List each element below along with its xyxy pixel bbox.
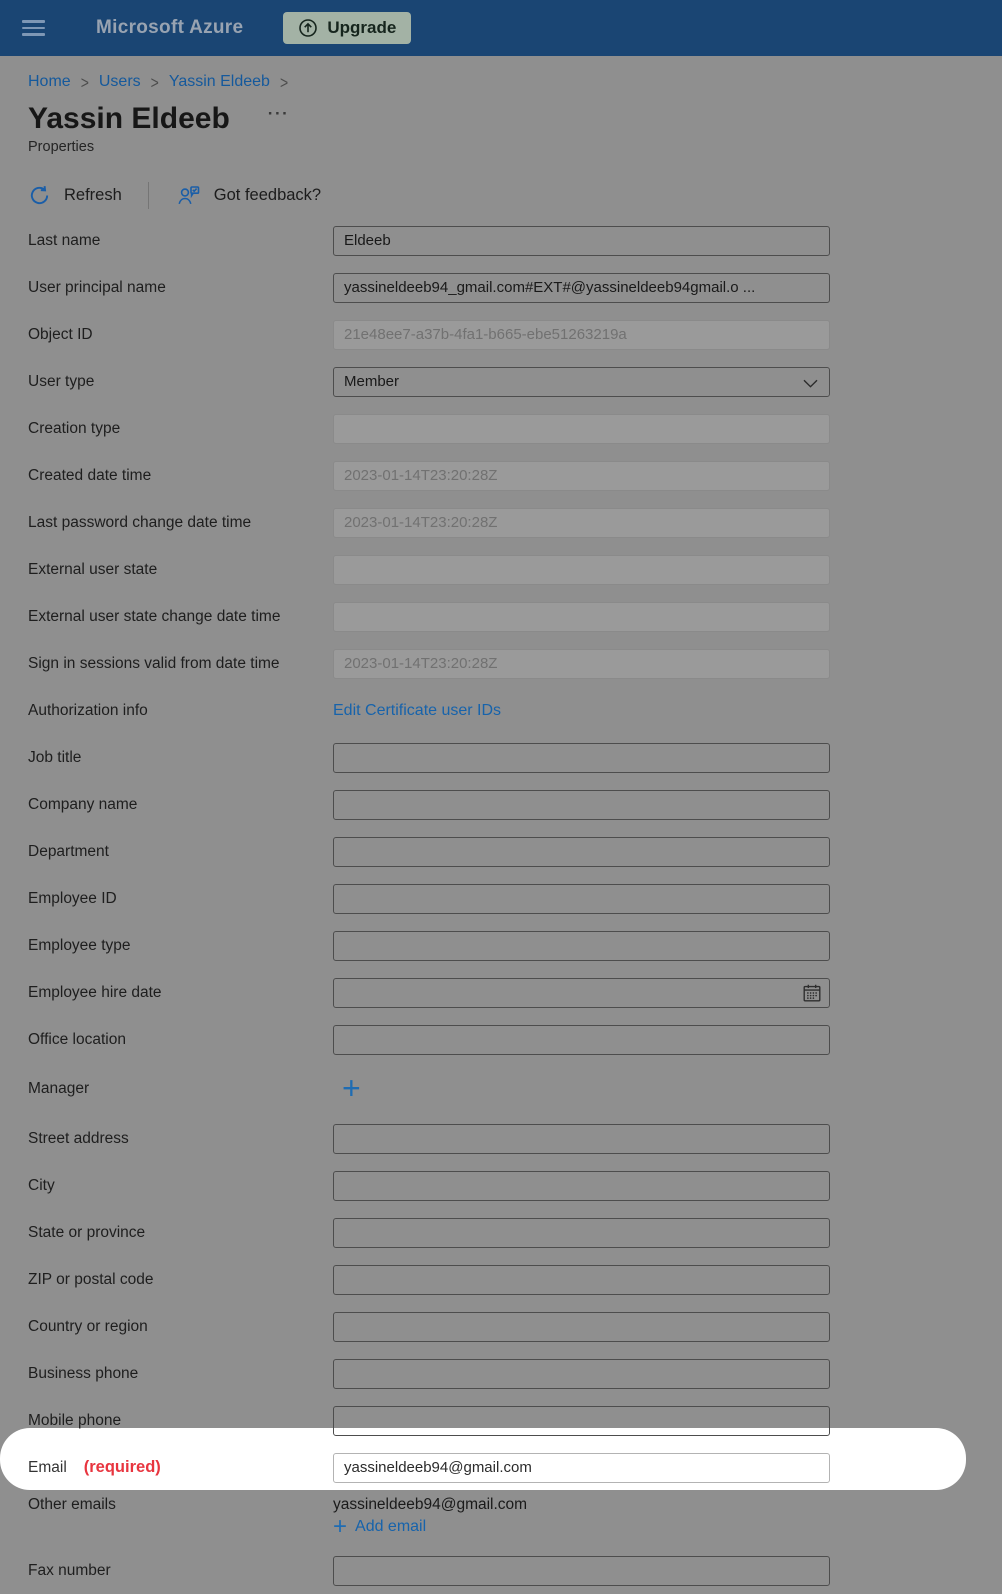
field-area-street-address	[333, 1124, 830, 1154]
field-label-text: Authorization info	[28, 701, 148, 719]
field-area-office-location	[333, 1025, 830, 1055]
field-label-department	[28, 843, 333, 861]
field-label-text: Object ID	[28, 325, 93, 343]
field-label-text: Manager	[28, 1080, 90, 1097]
field-label-external-user-state	[28, 561, 333, 579]
created-date-time-input	[333, 461, 830, 491]
add-manager-plus-icon[interactable]: +	[342, 1069, 361, 1106]
form-row-manager	[28, 1063, 1002, 1115]
field-label-street-address	[28, 1130, 333, 1148]
company-name-input[interactable]	[333, 790, 830, 820]
field-label-created-date-time	[28, 467, 333, 485]
azure-top-bar	[0, 0, 1002, 56]
refresh-button[interactable]	[28, 184, 122, 207]
hamburger-menu-icon[interactable]	[22, 16, 45, 40]
field-label-text: Office location	[28, 1030, 126, 1048]
form-row-employee-id	[28, 875, 1002, 922]
creation-type-input	[333, 414, 830, 444]
field-label-mobile-phone	[28, 1412, 333, 1430]
plus-icon: +	[333, 1513, 348, 1540]
calendar-icon[interactable]	[801, 982, 823, 1004]
field-label-text: ZIP or postal code	[28, 1270, 154, 1288]
field-label-business-phone	[28, 1365, 333, 1383]
field-label-text: User principal name	[28, 278, 166, 296]
field-area-state-or-province	[333, 1218, 830, 1248]
add-email-button[interactable]	[333, 1513, 830, 1540]
employee-id-input[interactable]	[333, 884, 830, 914]
chevron-right-icon: >	[80, 72, 89, 92]
field-area-object-id	[333, 320, 830, 350]
got-feedback-button[interactable]	[176, 184, 321, 207]
authorization-info-link[interactable]: Edit Certificate user IDs	[333, 701, 502, 719]
field-label-office-location	[28, 1031, 333, 1049]
field-label-text: Job title	[28, 748, 82, 766]
field-label-other-emails	[28, 1493, 333, 1514]
street-address-input[interactable]	[333, 1124, 830, 1154]
chevron-right-icon: >	[150, 72, 159, 92]
refresh-label: Refresh	[64, 185, 122, 204]
field-label-external-user-state-change-date-time	[28, 608, 333, 626]
field-label-user-type	[28, 373, 333, 391]
user-principal-name-input[interactable]	[333, 273, 830, 303]
field-label-text: Department	[28, 842, 109, 860]
job-title-input[interactable]	[333, 743, 830, 773]
form-row-fax-number	[28, 1547, 1002, 1594]
sign-in-sessions-valid-from-date-time-input	[333, 649, 830, 679]
field-area-last-name	[333, 226, 830, 256]
breadcrumb-users[interactable]: Users	[98, 73, 141, 90]
field-label-creation-type	[28, 420, 333, 438]
field-area-created-date-time	[333, 461, 830, 491]
form-row-email	[28, 1444, 1002, 1491]
field-label-text: Business phone	[28, 1364, 139, 1382]
field-label-text: Other emails	[28, 1496, 116, 1513]
form-row-street-address	[28, 1115, 1002, 1162]
office-location-input[interactable]	[333, 1025, 830, 1055]
form-row-zip-or-postal-code	[28, 1256, 1002, 1303]
field-label-text: Employee ID	[28, 889, 117, 907]
country-or-region-input[interactable]	[333, 1312, 830, 1342]
mobile-phone-input[interactable]	[333, 1406, 830, 1436]
field-label-text: City	[28, 1176, 55, 1194]
form-row-business-phone	[28, 1350, 1002, 1397]
field-label-user-principal-name	[28, 279, 333, 297]
form-row-job-title	[28, 734, 1002, 781]
business-phone-input[interactable]	[333, 1359, 830, 1389]
field-area-email	[333, 1453, 830, 1483]
field-label-employee-id	[28, 890, 333, 908]
last-password-change-date-time-input	[333, 508, 830, 538]
field-label-text: Sign in sessions valid from date time	[28, 654, 280, 672]
breadcrumb	[0, 56, 1002, 91]
field-label-text: Email	[28, 1459, 67, 1476]
field-label-text: External user state change date time	[28, 607, 281, 625]
field-area-creation-type	[333, 414, 830, 444]
breadcrumb-current-user[interactable]: Yassin Eldeeb	[168, 73, 270, 90]
hamburger-bar	[22, 27, 45, 30]
field-area-user-principal-name	[333, 273, 830, 303]
form-row-state-or-province	[28, 1209, 1002, 1256]
command-toolbar	[28, 180, 1002, 210]
page-subtitle: Properties	[28, 139, 95, 155]
field-area-company-name	[333, 790, 830, 820]
properties-form	[0, 217, 1002, 1594]
field-label-authorization-info	[28, 702, 333, 720]
field-label-manager	[28, 1080, 333, 1098]
form-row-created-date-time	[28, 452, 1002, 499]
upgrade-button[interactable]	[283, 12, 411, 44]
field-label-company-name	[28, 796, 333, 814]
fax-number-input[interactable]	[333, 1556, 830, 1586]
employee-hire-date-input[interactable]	[333, 978, 830, 1008]
upgrade-label: Upgrade	[327, 18, 397, 37]
form-row-employee-type	[28, 922, 1002, 969]
external-user-state-change-date-time-input	[333, 602, 830, 632]
page-header	[0, 102, 1002, 155]
field-area-sign-in-sessions-valid-from-date-time	[333, 649, 830, 679]
form-row-user-principal-name	[28, 264, 1002, 311]
field-label-job-title	[28, 749, 333, 767]
state-or-province-input[interactable]	[333, 1218, 830, 1248]
field-area-other-emails	[333, 1493, 830, 1540]
chevron-down-icon	[803, 379, 818, 388]
external-user-state-input	[333, 555, 830, 585]
form-row-employee-hire-date	[28, 969, 1002, 1016]
field-label-employee-type	[28, 937, 333, 955]
field-label-text: Employee hire date	[28, 983, 162, 1001]
user-type-dropdown[interactable]	[333, 367, 830, 397]
field-area-external-user-state	[333, 555, 830, 585]
last-name-input[interactable]	[333, 226, 830, 256]
field-label-fax-number	[28, 1562, 333, 1580]
refresh-icon	[28, 184, 51, 207]
zip-or-postal-code-input[interactable]	[333, 1265, 830, 1295]
field-label-text: Fax number	[28, 1561, 111, 1579]
hamburger-bar	[22, 20, 45, 23]
field-area-zip-or-postal-code	[333, 1265, 830, 1295]
field-area-mobile-phone	[333, 1406, 830, 1436]
field-label-object-id	[28, 326, 333, 344]
field-area-external-user-state-change-date-time	[333, 602, 830, 632]
form-row-external-user-state-change-date-time	[28, 593, 1002, 640]
form-row-company-name	[28, 781, 1002, 828]
form-row-creation-type	[28, 405, 1002, 452]
form-row-last-password-change-date-time	[28, 499, 1002, 546]
field-label-text: Last name	[28, 231, 101, 249]
field-area-department	[333, 837, 830, 867]
field-label-text: User type	[28, 372, 95, 390]
hamburger-bar	[22, 33, 45, 36]
other-emails-value: yassineldeeb94@gmail.com	[333, 1496, 528, 1513]
field-area-employee-type	[333, 931, 830, 961]
field-area-job-title	[333, 743, 830, 773]
feedback-person-icon	[176, 184, 201, 207]
field-label-email	[28, 1458, 333, 1477]
field-area-city	[333, 1171, 830, 1201]
more-options-ellipsis-icon[interactable]: ···	[267, 104, 290, 123]
field-label-text: Created date time	[28, 466, 152, 484]
field-area-user-type	[333, 367, 830, 397]
field-label-text: Last password change date time	[28, 513, 252, 531]
field-area-last-password-change-date-time	[333, 508, 830, 538]
field-label-text: External user state	[28, 560, 158, 578]
add-email-label: Add email	[355, 1518, 427, 1535]
feedback-label: Got feedback?	[213, 185, 322, 204]
form-row-other-emails	[28, 1491, 1002, 1547]
field-label-city	[28, 1177, 333, 1195]
field-label-text: Country or region	[28, 1317, 148, 1335]
form-row-office-location	[28, 1016, 1002, 1063]
object-id-input	[333, 320, 830, 350]
form-row-last-name	[28, 217, 1002, 264]
field-label-country-or-region	[28, 1318, 333, 1336]
field-area-employee-id	[333, 884, 830, 914]
form-row-user-type	[28, 358, 1002, 405]
required-badge: (required)	[83, 1458, 161, 1476]
form-row-city	[28, 1162, 1002, 1209]
field-label-sign-in-sessions-valid-from-date-time	[28, 655, 333, 673]
breadcrumb-home[interactable]: Home	[28, 73, 71, 90]
field-area-business-phone	[333, 1359, 830, 1389]
form-row-external-user-state	[28, 546, 1002, 593]
field-label-last-password-change-date-time	[28, 514, 333, 532]
field-label-zip-or-postal-code	[28, 1271, 333, 1289]
selected-value: Member	[344, 373, 400, 390]
field-label-text: Creation type	[28, 419, 121, 437]
field-area-authorization-info	[333, 702, 830, 720]
page-title: Yassin Eldeeb	[28, 102, 230, 135]
department-input[interactable]	[333, 837, 830, 867]
field-label-text: Street address	[28, 1129, 129, 1147]
city-input[interactable]	[333, 1171, 830, 1201]
field-label-state-or-province	[28, 1224, 333, 1242]
field-label-text: Company name	[28, 795, 138, 813]
employee-type-input[interactable]	[333, 931, 830, 961]
field-label-text: Mobile phone	[28, 1411, 122, 1429]
field-area-manager	[333, 1069, 830, 1106]
form-row-sign-in-sessions-valid-from-date-time	[28, 640, 1002, 687]
field-label-text: State or province	[28, 1223, 146, 1241]
email-input[interactable]	[333, 1453, 830, 1483]
field-label-employee-hire-date	[28, 984, 333, 1002]
chevron-right-icon: >	[279, 72, 289, 92]
upgrade-arrow-icon	[298, 18, 318, 38]
field-label-last-name	[28, 232, 333, 250]
azure-brand-title: Microsoft Azure	[96, 17, 244, 38]
field-area-employee-hire-date	[333, 978, 830, 1008]
field-area-country-or-region	[333, 1312, 830, 1342]
form-row-department	[28, 828, 1002, 875]
form-row-authorization-info	[28, 687, 1002, 734]
form-row-country-or-region	[28, 1303, 1002, 1350]
field-label-text: Employee type	[28, 936, 131, 954]
field-area-fax-number	[333, 1556, 830, 1586]
toolbar-separator	[148, 182, 149, 209]
form-row-object-id	[28, 311, 1002, 358]
